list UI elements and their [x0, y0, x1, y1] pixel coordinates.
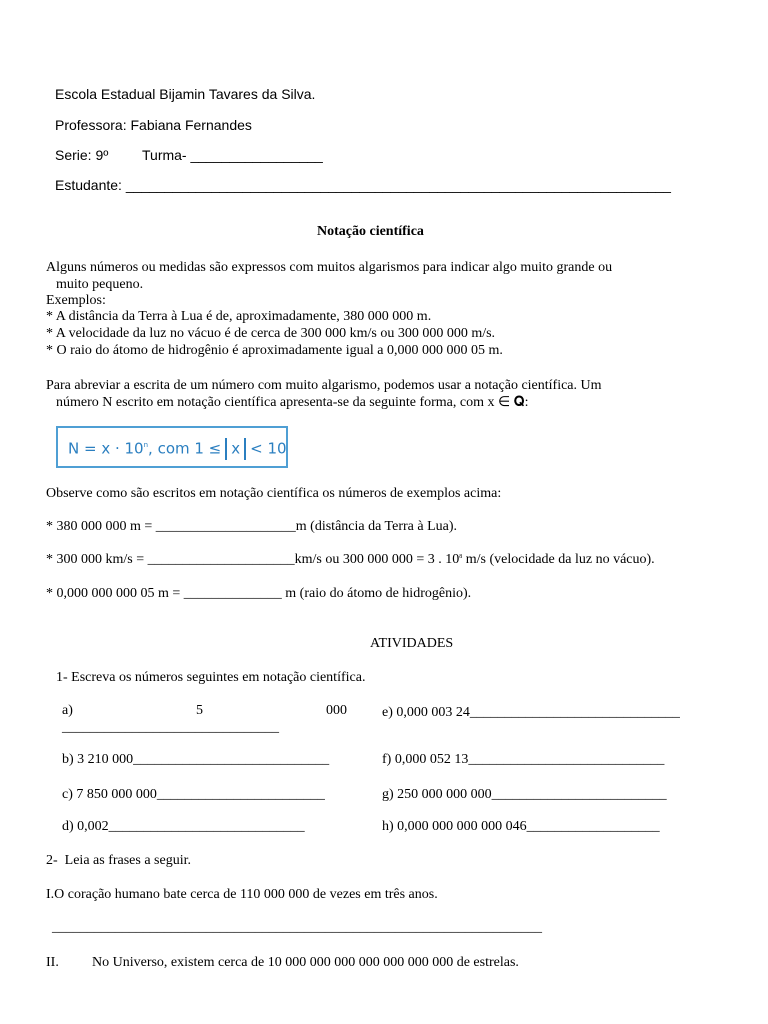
definition-paragraph	[46, 377, 704, 411]
student-field: Estudante: ______________________________________________________________________	[55, 177, 671, 193]
example-item: * A distância da Terra à Lua é de, aproximadamente, 380 000 000 m.	[46, 309, 432, 324]
item-g: g) 250 000 000 000_________________________	[382, 787, 667, 802]
item-e: e) 0,000 003 24______________________________	[382, 705, 680, 720]
formula-var: x	[231, 439, 241, 458]
formula-mid: , com 1 ≤	[148, 439, 222, 458]
observe-line-2-sup: 8	[459, 554, 463, 560]
item-a-label: a)	[62, 703, 73, 718]
observe-line-2-b: m/s (velocidade da luz no vácuo).	[462, 552, 655, 567]
item-a-answer-line: _______________________________	[62, 720, 279, 735]
intro-line-2: muito pequeno.	[56, 277, 144, 292]
item-b: b) 3 210 000____________________________	[62, 752, 330, 767]
sentence-1-answer-line: ______________________________________________________________________	[52, 920, 542, 935]
sentence-1: I.O coração humano bate cerca de 110 000 000 de vezes em três anos.	[46, 887, 438, 902]
observe-line-3: * 0,000 000 000 05 m = ______________ m (raio do átomo de hidrogênio).	[46, 586, 472, 601]
page-title: Notação científica	[317, 224, 424, 239]
observe-line-1: * 380 000 000 m = ____________________m (distância da Terra à Lua).	[46, 519, 458, 534]
formula-left: N = x · 10	[68, 439, 144, 458]
activities-heading: ATIVIDADES	[370, 636, 454, 651]
observe-line-2-a: * 300 000 km/s = _____________________km/s ou 300 000 000 = 3 . 10	[46, 552, 460, 567]
abs-bar-right	[244, 438, 246, 460]
turma-field: Turma- _________________	[142, 147, 323, 163]
school-name: Escola Estadual Bijamin Tavares da Silva.	[55, 86, 316, 102]
intro-line-1: Alguns números ou medidas são expressos com muitos algarismos para indicar algo muito grande ou	[46, 260, 613, 275]
formula-exponent: n	[143, 440, 149, 449]
definition-line-2: número N escrito em notação científica apresenta-se da seguinte forma, com x ∈ 𝐐:	[56, 395, 529, 410]
scientific-notation-formula	[68, 438, 287, 460]
question-2: 2- Leia as frases a seguir.	[46, 853, 191, 868]
question-1: 1- Escreva os números seguintes em notação científica.	[56, 670, 366, 685]
teacher-name: Professora: Fabiana Fernandes	[55, 117, 252, 133]
observe-line-2	[46, 552, 655, 568]
serie-field: Serie: 9º	[55, 147, 109, 163]
sentence-2-label: II.	[46, 955, 59, 970]
example-item: * O raio do átomo de hidrogênio é aproximadamente igual a 0,000 000 000 05 m.	[46, 343, 503, 358]
formula-box	[56, 426, 288, 468]
abs-bar-left	[225, 438, 227, 460]
item-a-right: 000	[326, 703, 347, 718]
sentence-2: No Universo, existem cerca de 10 000 000 000 000 000 000 000 de estrelas.	[92, 955, 519, 970]
item-c: c) 7 850 000 000________________________	[62, 787, 325, 802]
examples-label: Exemplos:	[46, 293, 106, 308]
item-f: f) 0,000 052 13____________________________	[382, 752, 665, 767]
formula-right: < 10	[250, 439, 287, 458]
item-d: d) 0,002____________________________	[62, 819, 305, 834]
example-item: * A velocidade da luz no vácuo é de cerca de 300 000 km/s ou 300 000 000 m/s.	[46, 326, 496, 341]
intro-paragraph	[46, 259, 704, 293]
item-h: h) 0,000 000 000 000 046___________________	[382, 819, 660, 834]
definition-line-1: Para abreviar a escrita de um número com muito algarismo, podemos usar a notação científica. Um	[46, 378, 602, 393]
observe-intro: Observe como são escritos em notação científica os números de exemplos acima:	[46, 486, 502, 501]
item-a-mid: 5	[196, 703, 203, 718]
